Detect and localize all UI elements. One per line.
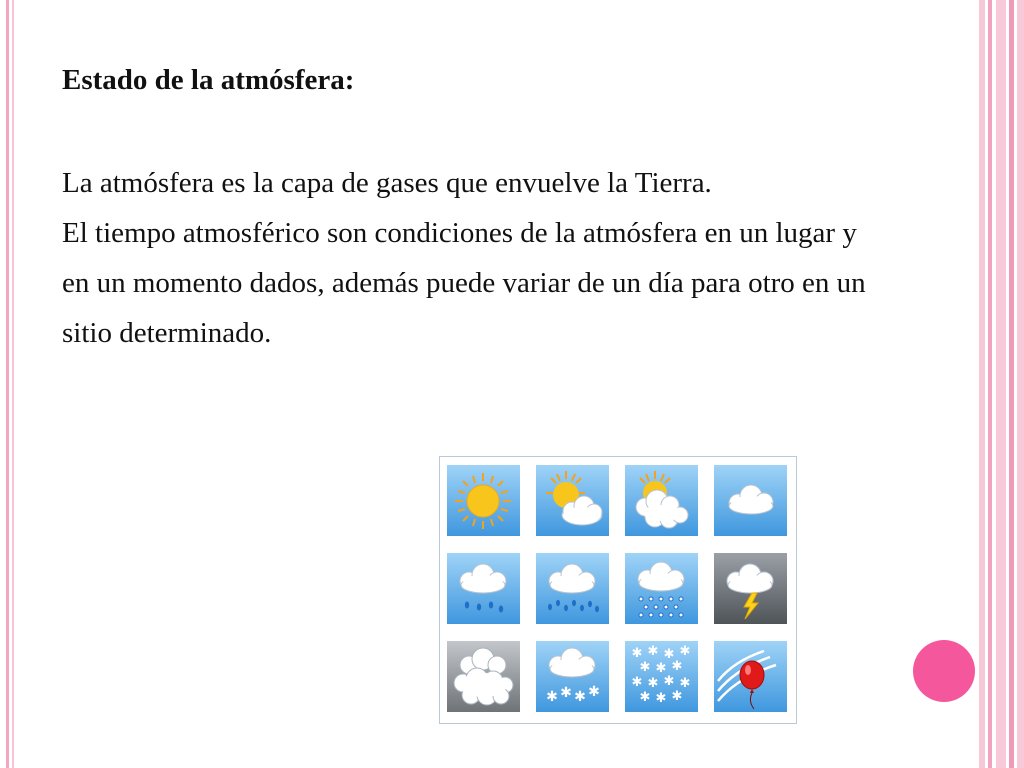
svg-text:✱: ✱: [679, 676, 691, 691]
overcast-clouds-icon: [447, 641, 520, 712]
svg-text:✱: ✱: [631, 675, 643, 690]
svg-text:✱: ✱: [546, 689, 558, 705]
svg-text:✱: ✱: [679, 644, 691, 659]
svg-text:✱: ✱: [639, 660, 651, 675]
sun-mostly-clear-icon: [536, 465, 609, 536]
svg-text:✱: ✱: [588, 684, 600, 700]
svg-text:✱: ✱: [655, 691, 667, 706]
sun-icon: [447, 465, 520, 536]
right-border-bar-4: [1009, 0, 1014, 768]
heavy-snow-icon: [625, 641, 698, 712]
cloud-drizzle-icon: [447, 553, 520, 624]
svg-text:✱: ✱: [671, 659, 683, 674]
svg-text:✱: ✱: [647, 644, 659, 659]
svg-text:✱: ✱: [639, 690, 651, 705]
svg-text:✱: ✱: [647, 676, 659, 691]
slide-body: [62, 60, 882, 358]
svg-text:✱: ✱: [574, 689, 586, 705]
cloud-thunderstorm-icon: [714, 553, 787, 624]
right-border-bar-2: [988, 0, 992, 768]
weather-icons-grid: [439, 456, 797, 724]
sun-cloudy-icon: [625, 465, 698, 536]
right-border-bar-5: [1017, 0, 1024, 768]
cloud-rain-icon: [536, 553, 609, 624]
left-border-bar: [6, 0, 9, 768]
slide-heading: Estado de la atmósfera:: [62, 64, 355, 96]
cloud-sleet-icon: [625, 553, 698, 624]
svg-text:✱: ✱: [655, 661, 667, 676]
right-border-bar-3: [996, 0, 1006, 768]
cloud-icon: [714, 465, 787, 536]
svg-text:✱: ✱: [663, 647, 675, 662]
svg-text:✱: ✱: [631, 646, 643, 661]
left-border-bar-inner: [12, 0, 14, 768]
accent-circle: [913, 640, 975, 702]
svg-text:✱: ✱: [663, 674, 675, 689]
wind-balloon-icon: [714, 641, 787, 712]
paragraph-2: El tiempo atmosférico son condiciones de la atmósfera en un lugar y en un momento dados, además puede variar de un día para otro en un sitio determinado.: [62, 217, 866, 349]
svg-text:✱: ✱: [560, 685, 572, 701]
svg-text:✱: ✱: [671, 689, 683, 704]
cloud-snow-icon: [536, 641, 609, 712]
right-border-bar-1: [979, 0, 985, 768]
paragraph-1: La atmósfera es la capa de gases que envuelve la Tierra.: [62, 167, 712, 199]
